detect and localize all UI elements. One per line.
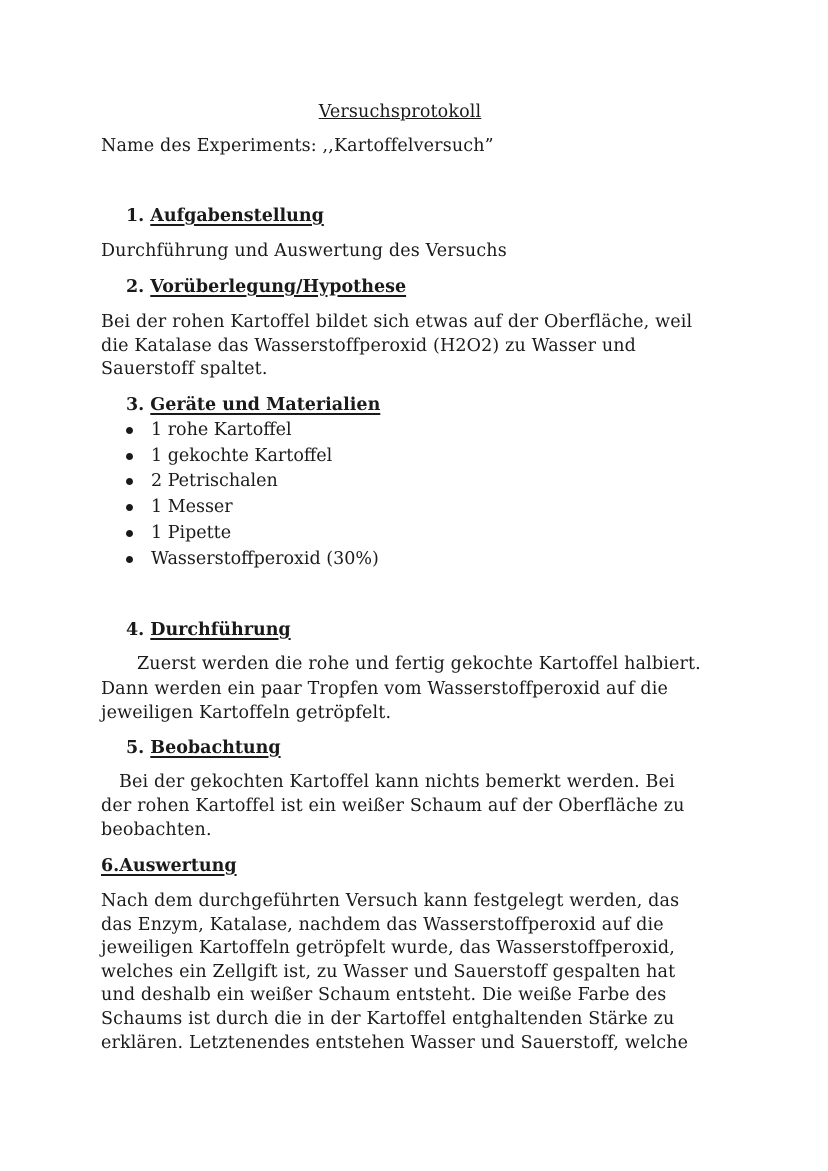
section-number: 1. — [126, 206, 145, 226]
section-6-line: Schaums ist durch die in der Kartoffel entghaltenden Stärke zu — [101, 1009, 675, 1029]
section-6-line: welches ein Zellgift ist, zu Wasser und Sauerstoff gespalten hat — [101, 962, 676, 982]
bullet-icon — [126, 453, 133, 460]
section-6-line: erklären. Letztenendes entstehen Wasser und Sauerstoff, welche — [101, 1033, 689, 1053]
section-title: Beobachtung — [150, 738, 281, 758]
section-title: Durchführung — [150, 620, 291, 640]
section-1-text: Durchführung und Auswertung des Versuchs — [101, 241, 507, 261]
section-number: 4. — [126, 620, 145, 640]
section-4-line: jeweiligen Kartoffeln getröpfelt. — [101, 703, 392, 723]
section-title: Vorüberlegung/Hypothese — [150, 277, 407, 297]
section-4-line: Zuerst werden die rohe und fertig gekochte Kartoffel halbiert. — [137, 654, 701, 674]
materials-list — [124, 418, 379, 572]
section-6-line: Nach dem durchgeführten Versuch kann festgelegt werden, das — [101, 891, 680, 911]
section-title: Geräte und Materialien — [150, 395, 381, 415]
section-2-heading — [126, 275, 406, 299]
section-6-line: jeweiligen Kartoffeln getröpfelt wurde, das Wasserstoffperoxid, — [101, 938, 675, 958]
list-item: 1 rohe Kartoffel — [124, 418, 379, 444]
section-1-heading — [126, 204, 324, 228]
section-title: 6.Auswertung — [101, 856, 237, 876]
list-item: 1 Pipette — [124, 521, 379, 547]
section-4-heading — [126, 618, 291, 642]
section-5-line: beobachten. — [101, 820, 212, 840]
section-2-line: die Katalase das Wasserstoffperoxid (H2O2) zu Wasser und — [101, 336, 637, 356]
section-2-line: Bei der rohen Kartoffel bildet sich etwas auf der Oberfläche, weil — [101, 312, 693, 332]
section-6-line: und deshalb ein weißer Schaum entsteht. Die weiße Farbe des — [101, 985, 667, 1005]
section-6-line: das Enzym, Katalase, nachdem das Wasserstoffperoxid auf die — [101, 915, 664, 935]
section-2-line: Sauerstoff spaltet. — [101, 359, 268, 379]
section-5-line: Bei der gekochten Kartoffel kann nichts bemerkt werden. Bei — [119, 772, 675, 792]
list-item: Wasserstoffperoxid (30%) — [124, 547, 379, 573]
section-5-heading — [126, 736, 281, 760]
section-number: 3. — [126, 395, 145, 415]
section-3-heading — [126, 393, 380, 417]
section-6-heading — [101, 854, 237, 878]
experiment-name: Name des Experiments: ,,Kartoffelversuch” — [101, 136, 494, 156]
page-title: Versuchsprotokoll — [318, 102, 482, 122]
bullet-icon — [126, 478, 133, 485]
list-item: 1 gekochte Kartoffel — [124, 444, 379, 470]
section-title: Aufgabenstellung — [150, 206, 324, 226]
section-4-line: Dann werden ein paar Tropfen vom Wasserstoffperoxid auf die — [101, 679, 668, 699]
list-item: 2 Petrischalen — [124, 469, 379, 495]
bullet-icon — [126, 556, 133, 563]
section-number: 5. — [126, 738, 145, 758]
section-5-line: der rohen Kartoffel ist ein weißer Schaum auf der Oberfläche zu — [101, 796, 685, 816]
bullet-icon — [126, 427, 133, 434]
bullet-icon — [126, 504, 133, 511]
section-number: 2. — [126, 277, 145, 297]
list-item: 1 Messer — [124, 495, 379, 521]
bullet-icon — [126, 530, 133, 537]
